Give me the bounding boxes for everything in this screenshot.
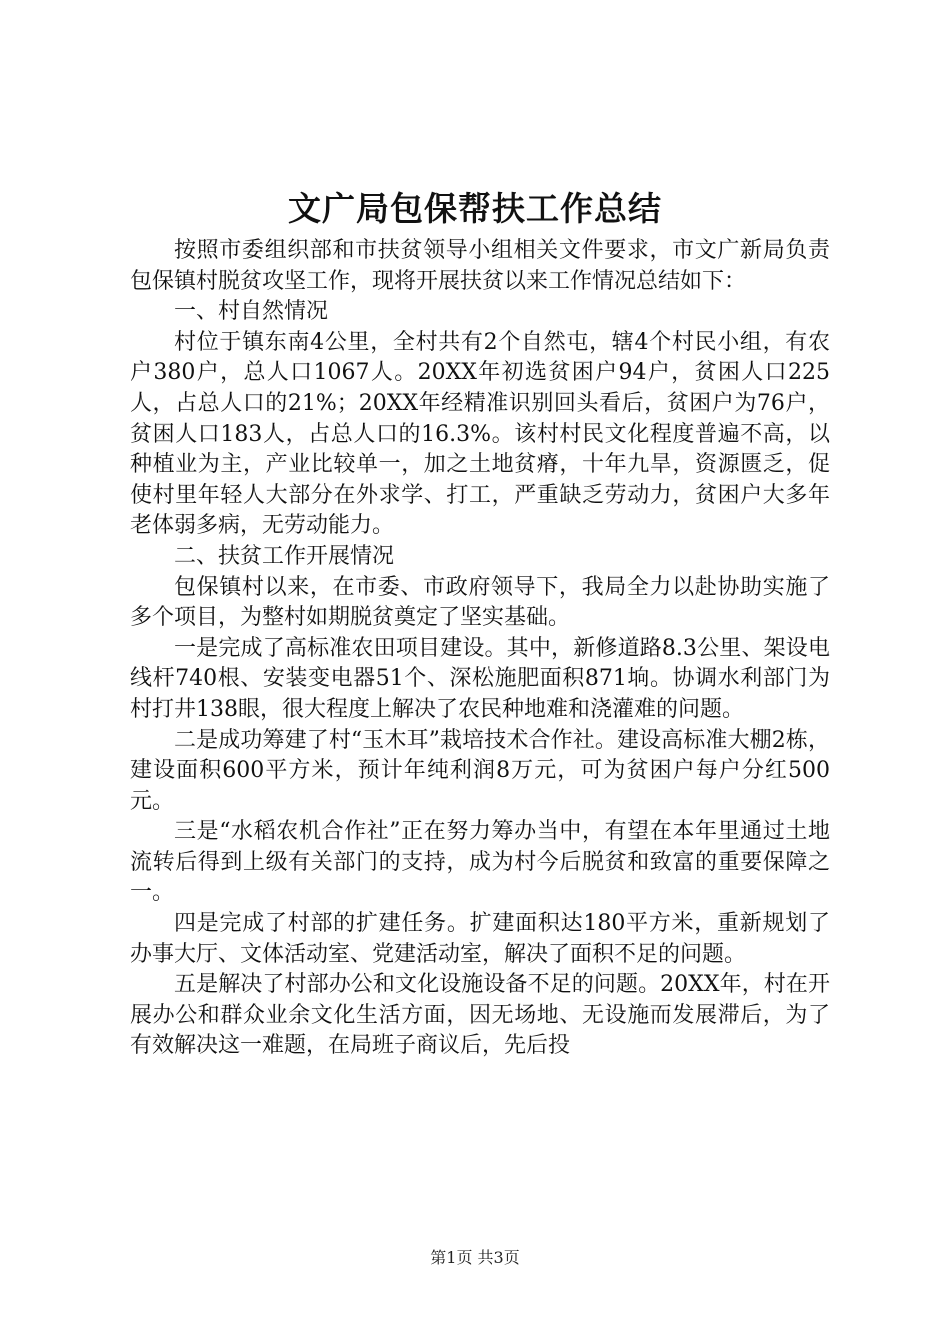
- page-indicator: 第1页 共3页: [430, 1248, 520, 1267]
- paragraph-item-facilities: 五是解决了村部办公和文化设施设备不足的问题。20XX年，村在开展办公和群众业余文化生活方面，因无场地、无设施而发展滞后，为了有效解决这一难题，在局班子商议后，先后投: [130, 972, 830, 1059]
- page-footer: [0, 1247, 950, 1269]
- paragraph-item-cooperative: 二是成功筹建了村“玉木耳”栽培技术合作社。建设高标准大棚2栋，建设面积600平方米，预计年纯利润8万元，可为贫困户每户分红500元。: [130, 727, 830, 814]
- section-heading-village-situation: 一、村自然情况: [174, 299, 329, 325]
- document-body: [130, 236, 830, 1062]
- paragraph-poverty-work-overview: 包保镇村以来，在市委、市政府领导下，我局全力以赴协助实施了多个项目，为整村如期脱贫奠定了坚实基础。: [130, 574, 830, 631]
- paragraph-intro: 按照市委组织部和市扶贫领导小组相关文件要求，市文广新局负责包保镇村脱贫攻坚工作，现将开展扶贫以来工作情况总结如下：: [130, 238, 830, 294]
- paragraph-village-situation: 村位于镇东南4公里，全村共有2个自然屯，辖4个村民小组，有农户380户，总人口1067人。20XX年初选贫困户94户，贫困人口225人，占总人口的21%；20XX年经精准识别回头看后，贫困户为76户，贫困人口183人，占总人口的16.3%。该村村民文化程度普遍不高，以种植业为主，产业比较单一，加之土地贫瘠，十年九旱，资源匮乏，促使村里年轻人大部分在外求学、打工，严重缺乏劳动力，贫困户大多年老体弱多病，无劳动能力。: [130, 329, 830, 539]
- paragraph-item-village-office: 四是完成了村部的扩建任务。扩建面积达180平方米，重新规划了办事大厅、文体活动室、党建活动室，解决了面积不足的问题。: [130, 911, 830, 967]
- paragraph-item-farmland: 一是完成了高标准农田项目建设。其中，新修道路8.3公里、架设电线杆740根、安装变电器51个、深松施肥面积871垧。协调水利部门为村打井138眼，很大程度上解决了农民种地难和浇灌难的问题。: [130, 635, 830, 722]
- document-title: 文广局包保帮扶工作总结: [288, 189, 662, 228]
- paragraph-item-rice-cooperative: 三是“水稻农机合作社”正在努力筹办当中，有望在本年里通过土地流转后得到上级有关部门的支持，成为村今后脱贫和致富的重要保障之一。: [130, 819, 830, 906]
- section-heading-poverty-work: 二、扶贫工作开展情况: [174, 543, 395, 569]
